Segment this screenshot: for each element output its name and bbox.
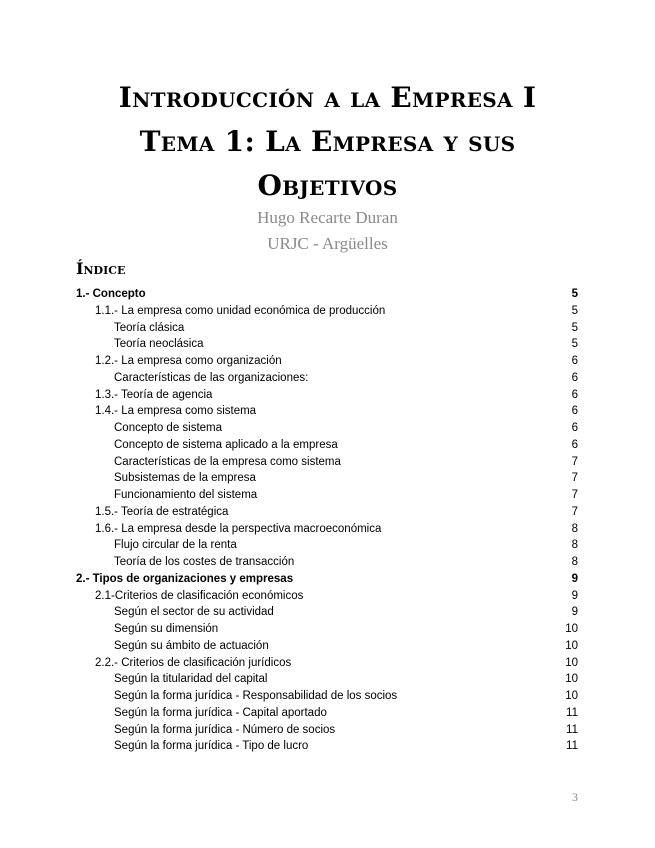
toc-entry[interactable] xyxy=(76,705,578,722)
toc-entry-label[interactable]: 1.3.- Teoría de agencia xyxy=(95,388,213,401)
affiliation: URJC - Argüelles xyxy=(267,234,388,253)
document-title xyxy=(0,76,655,208)
toc-entry[interactable] xyxy=(76,554,578,571)
toc-entry[interactable] xyxy=(76,487,578,504)
title-line-2: Tema 1: La Empresa y sus xyxy=(139,125,516,158)
page-number: 3 xyxy=(572,790,578,804)
toc-entry[interactable] xyxy=(76,353,578,370)
toc-entry-label[interactable]: 1.4.- La empresa como sistema xyxy=(95,405,257,418)
toc-entry-page[interactable]: 9 xyxy=(571,606,578,619)
toc-entry[interactable] xyxy=(76,320,578,337)
toc-entry-label[interactable]: Características de las organizaciones: xyxy=(114,371,309,384)
toc-entry-page[interactable]: 6 xyxy=(571,422,578,434)
toc-entry[interactable] xyxy=(76,655,578,672)
toc-entry-page[interactable]: 10 xyxy=(565,656,578,669)
toc-entry-label[interactable]: Según la forma jurídica - Capital aportado xyxy=(114,706,327,719)
toc-entry-page[interactable]: 8 xyxy=(571,522,578,535)
toc-heading: Índice xyxy=(76,259,126,278)
toc-entry[interactable] xyxy=(76,454,578,471)
toc-entry[interactable] xyxy=(76,437,578,454)
toc-entry-page[interactable]: 11 xyxy=(566,723,578,736)
toc-entry[interactable] xyxy=(76,286,578,303)
toc-entry[interactable] xyxy=(76,336,578,353)
toc-entry-page[interactable]: 7 xyxy=(571,455,578,468)
toc-entry-label[interactable]: Teoría de los costes de transacción xyxy=(114,556,295,568)
toc-entry-page[interactable]: 5 xyxy=(571,304,578,317)
toc-entry-label[interactable]: 1.2.- La empresa como organización xyxy=(95,355,282,367)
toc-entry-label[interactable]: Según su dimensión xyxy=(114,623,219,635)
toc-entry-page[interactable]: 8 xyxy=(571,556,578,568)
toc-entry-label[interactable]: 1.6.- La empresa desde la perspectiva macroeconómica xyxy=(95,522,382,535)
toc-entry-page[interactable]: 6 xyxy=(571,355,578,367)
author-name: Hugo Recarte Duran xyxy=(257,208,398,227)
toc-entry-label[interactable]: Según su ámbito de actuación xyxy=(114,639,269,652)
toc-entry[interactable] xyxy=(76,588,578,605)
toc-entry[interactable] xyxy=(76,571,578,588)
toc-entry-label[interactable]: Teoría clásica xyxy=(114,321,185,334)
toc-entry-page[interactable]: 10 xyxy=(565,639,578,652)
toc-entry-label[interactable]: 1.- Concepto xyxy=(76,288,146,300)
toc-entry[interactable] xyxy=(76,738,578,755)
toc-entry[interactable] xyxy=(76,504,578,521)
toc-entry-label[interactable]: Según la titularidad del capital xyxy=(114,673,268,686)
toc-entry-page[interactable]: 10 xyxy=(565,673,578,686)
toc-entry-label[interactable]: Teoría neoclásica xyxy=(114,338,204,351)
toc-entry-page[interactable]: 11 xyxy=(566,740,578,753)
toc-entry-label[interactable]: Características de la empresa como sistema xyxy=(114,455,341,468)
toc-entry-page[interactable]: 6 xyxy=(571,438,578,451)
toc-entry[interactable] xyxy=(76,521,578,538)
toc-entry-label[interactable]: Según la forma jurídica - Número de socios xyxy=(114,723,336,736)
toc-entry[interactable] xyxy=(76,387,578,404)
toc-entry-label[interactable]: 2.1-Criterios de clasificación económicos xyxy=(95,589,304,602)
toc-entry-page[interactable]: 9 xyxy=(571,589,578,602)
toc-entry-page[interactable]: 7 xyxy=(571,472,578,485)
toc-entry-page[interactable]: 6 xyxy=(571,388,578,401)
toc-entry-page[interactable]: 5 xyxy=(571,288,578,300)
title-line-3: Objetivos xyxy=(257,169,398,202)
toc-entry-label[interactable]: Según la forma jurídica - Responsabilidad de los socios xyxy=(114,690,398,702)
toc-entry[interactable] xyxy=(76,604,578,621)
toc-entry-label[interactable]: 1.1.- La empresa como unidad económica de producción xyxy=(95,304,386,317)
toc-entry-page[interactable]: 8 xyxy=(571,539,578,552)
toc-entry-label[interactable]: 1.5.- Teoría de estratégica xyxy=(95,505,229,518)
toc-entry-label[interactable]: 2.- Tipos de organizaciones y empresas xyxy=(76,572,294,585)
toc-entry-page[interactable]: 10 xyxy=(565,623,578,635)
toc-entry-page[interactable]: 9 xyxy=(571,572,578,585)
toc-entry-label[interactable]: Concepto de sistema aplicado a la empresa xyxy=(114,438,338,451)
toc-entry[interactable] xyxy=(76,621,578,638)
toc-entry[interactable] xyxy=(76,722,578,739)
toc-entry[interactable] xyxy=(76,671,578,688)
toc-entry[interactable] xyxy=(76,303,578,320)
toc-entry[interactable] xyxy=(76,638,578,655)
title-line-1: Introducción a la Empresa I xyxy=(118,81,537,114)
toc-entry[interactable] xyxy=(76,688,578,705)
toc-entry-page[interactable]: 10 xyxy=(565,690,578,702)
toc-entry[interactable] xyxy=(76,370,578,387)
toc-entry[interactable] xyxy=(76,470,578,487)
toc-entry-label[interactable]: 2.2.- Criterios de clasificación jurídicos xyxy=(95,656,292,669)
toc-entry-page[interactable]: 6 xyxy=(571,405,578,418)
toc-entry-label[interactable]: Según la forma jurídica - Tipo de lucro xyxy=(114,740,309,753)
toc-entry[interactable] xyxy=(76,537,578,554)
table-of-contents xyxy=(76,286,578,755)
toc-entry-label[interactable]: Según el sector de su actividad xyxy=(114,606,274,619)
toc-entry-label[interactable]: Funcionamiento del sistema xyxy=(114,489,258,501)
toc-entry-label[interactable]: Flujo circular de la renta xyxy=(114,539,237,552)
toc-entry-page[interactable]: 5 xyxy=(571,338,578,351)
toc-entry[interactable] xyxy=(76,420,578,437)
toc-entry-page[interactable]: 11 xyxy=(566,706,578,719)
toc-entry-label[interactable]: Concepto de sistema xyxy=(114,422,223,434)
toc-entry-label[interactable]: Subsistemas de la empresa xyxy=(114,472,256,485)
toc-entry-page[interactable]: 6 xyxy=(571,371,578,384)
toc-entry-page[interactable]: 7 xyxy=(571,505,578,518)
toc-entry-page[interactable]: 5 xyxy=(571,321,578,334)
toc-entry-page[interactable]: 7 xyxy=(571,489,578,501)
toc-entry[interactable] xyxy=(76,403,578,420)
